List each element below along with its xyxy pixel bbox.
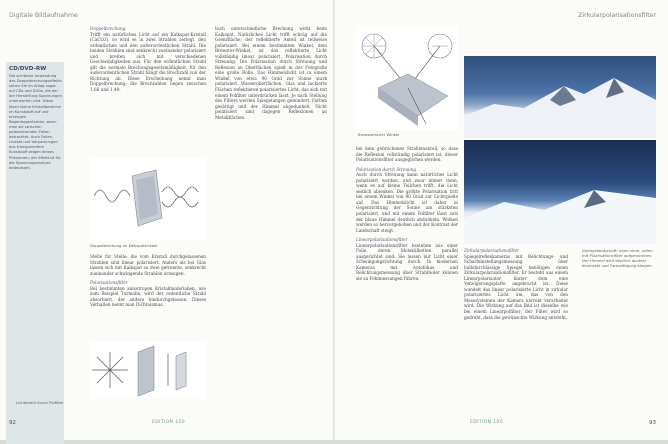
page-number-left: 92 (9, 420, 16, 426)
left-column-1 (90, 26, 206, 93)
mountain-top-shape (464, 56, 656, 138)
paragraph-reflexion: lisch unterschiedliche Brechung wirkt beim Kalkspat. Natürliches Licht trifft schräg auf die Grenzfläche; der reflektierte Anteil ist teilweise polarisiert. Bei einem bestimmten Winkel, dem Brewster-Winkel, ist das reflektierte Licht vollständig linear polarisiert. Polarisation durch Streuung: Die Polarisation durch Streuung und Reflexion an Oberflächen spielt in der Fotografie eine große Rolle. Das Himmelslicht ist in einem Winkel von etwa 90 Grad zur Sonne stark polarisiert. Wasseroberflächen, Glas und lackierte Flächen reflektieren polarisiertes Licht, das sich mit einem Polfilter unterdrücken lässt. Je nach Stellung des Filters werden Spiegelungen gemindert, Farben gesättigt und der Himmel abgedunkelt. Nicht polarisiert sind dagegen Reflexionen an Metallflächen. (215, 26, 327, 120)
heading-zirkularpolarisation: Zirkularpolarisationsfilter (464, 248, 520, 253)
book-spine (333, 0, 335, 440)
caption-polfilter: Lichtstrahl durch Polfilter (16, 400, 64, 405)
paragraph-reflexion-ende: bei kein gebrochenes Strahlenanteil, so dass die Reflexion vollständig polarisiert ist; dieser Polarisationsfilter ausgeglichen werden. (356, 146, 458, 163)
heading-streuung: Polarisation durch Streuung (356, 166, 417, 172)
brewster-diagram (356, 26, 458, 130)
sidebar-text: Die sichtbare Anwendung des Doppelbrechungseffekts sehen Sie im Alltag sogar auf CDs und DVDs, die bei der Herstellung Spannungen unterworfen sind. Diese lösen kleine Kristallbereiche im Kunststoff auf und erzeugen Regenbogenfarben, wenn man sie zwischen polarisierenden Folien betrachtet. Auch Folien, Lineale und Verpackungen aus transparentem Kunststoff zeigen dieses Phänomen; der Effekt ist für die Spannungsanalyse bedeutsam. (9, 74, 62, 170)
caption-doppelbrechung: Doppelbrechung im Kalkspatkristall (90, 243, 158, 248)
paragraph-strahlen: Stelle für Stelle: die vom Kristall durchgelassenen Strahlen sind linear polarisiert. Anders als bei Glas lassen sich mit Kalkspat so zwei getrennte, senkrecht zueinander schwingende Strahlen erzeugen. (90, 254, 206, 276)
right-column-1 (356, 146, 458, 282)
paragraph-polarisationsfilter: Bei bestimmten anisotropen Kristallmaterialien, wie zum Beispiel Turmalin, wird der ordentliche Strahl absorbiert, der andere hindurchgelassen. Dieses Verhalten nennt man Dichroismus. (90, 285, 206, 308)
doppelbrechung-diagram (90, 158, 206, 240)
running-head-left: Digitale Bildaufnahme (9, 12, 78, 19)
edition-label-left: EDITION 100 (152, 420, 186, 425)
photo-mountain-bottom (464, 140, 656, 244)
heading-polarisationsfilter: Polarisationsfilter (90, 280, 128, 286)
caption-brewster: Brewsterscher Winkel (358, 132, 400, 137)
photo-mountain-top (464, 56, 656, 138)
polfilter-diagram (90, 342, 206, 398)
paragraph-zirkularpolarisation: Spiegelreflexkameras mit Belichtungs- und Scharfeinstellungsmessung über halbdurchlässige Spiegel benötigen einen Zirkularpolarisationsfilter. Er besteht aus einem Linearpolarisator, hinter dem eine Verzögerungsplatte angebracht ist. Diese wandelt das linear polarisierte Licht in zirkular polarisiertes Licht um, das von den Messsystemen der Kamera korrekt verarbeitet wird. Die Wirkung auf das Bild ist dieselbe wie bei einem Linearpolfilter; der Filter wird so gedreht, dass die gewünschte Wirkung entsteht. (464, 253, 568, 320)
figure-polfilter (90, 342, 206, 398)
paragraph-doppelbrechung: Trifft ein natürliches Licht auf ein Kalkspat-Kristall (CaCO3), so wird es in zwei Strahlen zerlegt, den ordentlichen und den außerordentlichen Strahl. Die beiden Strahlen sind senkrecht zueinander polarisiert und breiten sich mit verschiedenen Geschwindigkeiten aus. Für den ordentlichen Strahl gilt die normale Brechungsgesetzmäßigkeit, für den außerordentlichen Strahl hängt die Brechzahl von der Richtung ab. Diese Erscheinung nennt man Doppelbrechung; die Brechzahlen liegen zwischen 1,66 und 1,49. (90, 31, 206, 93)
sidebar-title: CD/DVD-RW (9, 66, 47, 72)
edition-label-right: EDITION 100 (470, 420, 504, 425)
heading-linearpolarisation: Linearpolarisationsfilter (356, 237, 408, 243)
heading-doppelbrechung: Doppelbrechung (90, 26, 126, 31)
left-column-2 (215, 26, 327, 120)
running-head-right: Zirkularpolarisationsfilter (578, 12, 656, 19)
paragraph-linearpolarisation: Linearpolarisationsfilter bestehen aus einer Folie, deren Molekülketten parallel ausgerichtet sind. Sie lassen nur Licht einer Schwingungsrichtung durch. In modernen Kameras mit Autofokus und Belichtungsmessung über Strahlteiler können sie zu Fehlmessungen führen. (356, 242, 458, 282)
page-number-right: 93 (649, 420, 656, 426)
figure-doppelbrechung (90, 158, 206, 240)
right-column-2 (464, 248, 568, 320)
paragraph-streuung: Auch durch Streuung kann natürliches Licht polarisiert werden, und zwar immer dann, wenn es auf kleine Teilchen trifft, die Licht seitlich ablenken. Die größte Polarisation tritt bei einem Winkel von 90 Grad zur Lichtquelle auf. Das Himmelslicht ist daher in Gegenrichtung der Sonne am stärksten polarisiert, und mit einem Polfilter lässt sich der blaue Himmel deutlich abdunkeln. Wolken werden so hervorgehoben und der Kontrast der Landschaft steigt. (356, 172, 458, 233)
left-column-1b (90, 254, 206, 308)
mountain-bottom-shape (464, 140, 656, 244)
caption-mountain-photos: Gebirgslandschaft: oben ohne, unten mit Polarisationsfilter aufgenommen. Der Himmel wird deutlich dunkler, Kontraste und Farbsättigung steigen. (582, 248, 653, 268)
figure-brewster (356, 26, 458, 130)
